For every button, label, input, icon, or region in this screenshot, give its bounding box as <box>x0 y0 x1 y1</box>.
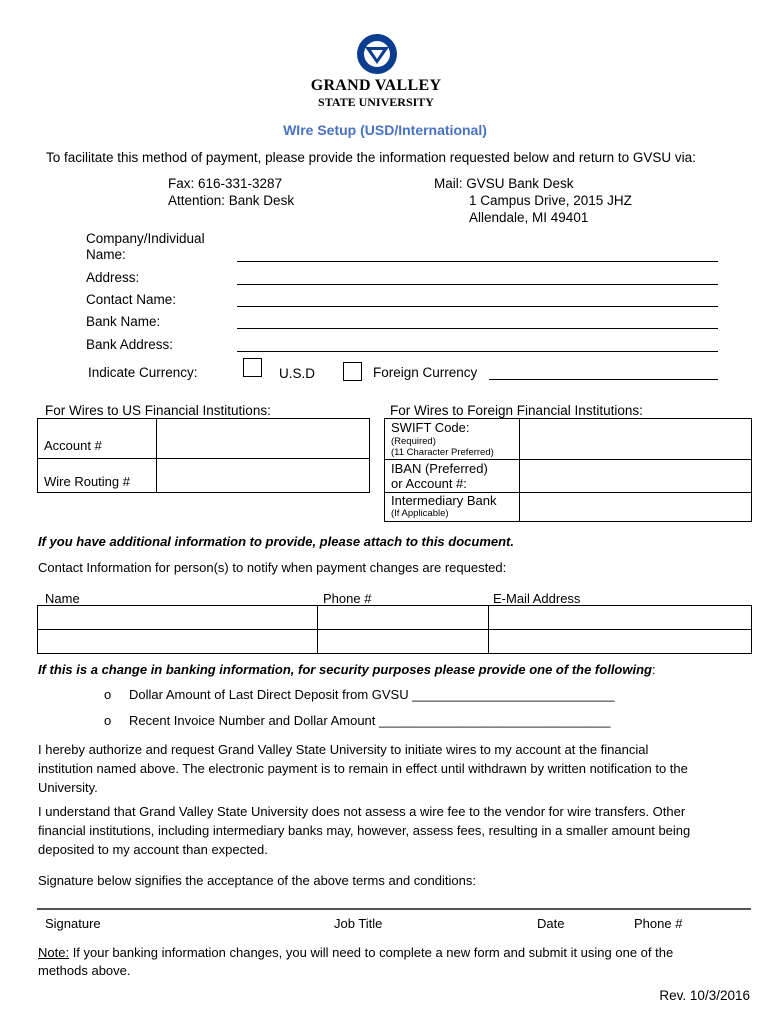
option-bullet-1: o <box>104 687 112 702</box>
note-line-1 <box>38 944 673 962</box>
signature-text: Signature below signifies the acceptance of the above terms and conditions: <box>38 873 476 888</box>
address-field[interactable] <box>237 284 718 285</box>
note-line-2: methods above. <box>38 963 131 978</box>
swift-field[interactable] <box>520 419 752 460</box>
signature-label: Signature <box>45 916 101 931</box>
fax-text: Fax: 616-331-3287 <box>168 176 283 191</box>
note-label: Note: <box>38 945 70 960</box>
intermediary-label-cell <box>385 493 520 522</box>
company-label-1: Company/Individual <box>86 231 205 246</box>
notify-email-header: E-Mail Address <box>493 591 581 606</box>
revision-date: Rev. 10/3/2016 <box>659 988 750 1003</box>
notify-phone-cell-2[interactable] <box>318 630 489 654</box>
option-last-deposit[interactable]: Dollar Amount of Last Direct Deposit from GVSU ____________________________ <box>129 687 615 702</box>
security-heading-colon: : <box>651 662 656 677</box>
note-text-1: If your banking information changes, you will need to complete a new form and submit it using one of the <box>69 945 674 960</box>
company-name-field[interactable] <box>237 261 718 262</box>
notify-name-cell-2[interactable] <box>38 630 318 654</box>
notify-phone-cell-1[interactable] <box>318 606 489 630</box>
routing-field[interactable] <box>157 459 370 493</box>
foreign-wires-heading: For Wires to Foreign Financial Institutions: <box>390 403 643 418</box>
routing-label: Wire Routing # <box>38 459 157 493</box>
security-heading-text: If this is a change in banking information, for security purposes please provide one of the following <box>38 662 652 677</box>
contact-name-label: Contact Name: <box>86 292 177 307</box>
notify-email-cell-1[interactable] <box>489 606 752 630</box>
signature-line[interactable] <box>37 908 751 910</box>
notify-table <box>37 605 752 654</box>
mail-line3: Allendale, MI 49401 <box>469 210 589 225</box>
authorize-line-1: I hereby authorize and request Grand Valley State University to initiate wires to my account at the financial <box>38 742 649 757</box>
job-title-label: Job Title <box>334 916 383 931</box>
swift-label: SWIFT Code: <box>391 420 470 435</box>
bank-address-field[interactable] <box>237 351 718 352</box>
form-title: WIre Setup (USD/International) <box>283 122 487 138</box>
foreign-wires-table <box>384 418 752 522</box>
notify-text: Contact Information for person(s) to notify when payment changes are requested: <box>38 560 507 575</box>
fee-paragraph <box>38 802 690 859</box>
usd-label: U.S.D <box>279 366 316 381</box>
contact-name-field[interactable] <box>237 306 718 307</box>
bank-address-label: Bank Address: <box>86 337 174 352</box>
security-heading <box>38 662 656 677</box>
option-bullet-2: o <box>104 713 112 728</box>
mail-line2: 1 Campus Drive, 2015 JHZ <box>469 193 632 208</box>
foreign-currency-checkbox[interactable] <box>343 362 362 381</box>
intermediary-field[interactable] <box>520 493 752 522</box>
us-wires-heading: For Wires to US Financial Institutions: <box>45 403 271 418</box>
foreign-currency-field[interactable] <box>489 379 718 380</box>
account-label: Account # <box>38 419 157 459</box>
date-label: Date <box>537 916 565 931</box>
attach-note: If you have additional information to provide, please attach to this document. <box>38 534 514 549</box>
swift-label-cell <box>385 419 520 460</box>
swift-preferred: (11 Character Preferred) <box>391 447 494 458</box>
logo-line2: STATE UNIVERSITY <box>318 95 434 109</box>
iban-label-1: IBAN (Preferred) <box>391 461 488 476</box>
address-label: Address: <box>86 270 140 285</box>
authorize-paragraph <box>38 740 688 797</box>
iban-label-2: or Account #: <box>391 476 467 491</box>
phone-label: Phone # <box>634 916 683 931</box>
option-recent-invoice[interactable]: Recent Invoice Number and Dollar Amount ________________________________ <box>129 713 611 728</box>
iban-field[interactable] <box>520 460 752 493</box>
notify-name-header: Name <box>45 591 80 606</box>
notify-email-cell-2[interactable] <box>489 630 752 654</box>
intro-text: To facilitate this method of payment, please provide the information requested below and return to GVSU via: <box>46 150 696 165</box>
fee-line-2: financial institutions, including intermediary banks may, however, assess fees, resulting in a smaller amount being <box>38 823 691 838</box>
bank-name-field[interactable] <box>237 328 718 329</box>
company-label-2: Name: <box>86 247 126 262</box>
notify-name-cell-1[interactable] <box>38 606 318 630</box>
notify-phone-header: Phone # <box>323 591 372 606</box>
foreign-currency-label: Foreign Currency <box>373 365 478 380</box>
gvsu-logo-icon <box>355 32 399 76</box>
fee-line-1: I understand that Grand Valley State University does not assess a wire fee to the vendor for wire transfers. Other <box>38 804 686 819</box>
us-wires-table <box>37 418 370 493</box>
note-paragraph <box>38 944 673 980</box>
account-field[interactable] <box>157 419 370 459</box>
logo-line1: GRAND VALLEY <box>310 77 442 94</box>
currency-label: Indicate Currency: <box>88 365 198 380</box>
gvsu-logo <box>300 30 450 112</box>
usd-checkbox[interactable] <box>243 358 262 377</box>
swift-required: (Required) <box>391 436 436 447</box>
authorize-line-2: institution named above. The electronic payment is to remain in effect until withdrawn by written notification to the <box>38 761 688 776</box>
intermediary-label: Intermediary Bank <box>391 493 497 508</box>
attention-text: Attention: Bank Desk <box>168 193 295 208</box>
authorize-line-3: University. <box>38 780 98 795</box>
bank-name-label: Bank Name: <box>86 314 161 329</box>
mail-line1: Mail: GVSU Bank Desk <box>434 176 574 191</box>
fee-line-3: deposited to my account than expected. <box>38 842 268 857</box>
intermediary-note: (If Applicable) <box>391 508 449 519</box>
iban-label-cell <box>385 460 520 493</box>
